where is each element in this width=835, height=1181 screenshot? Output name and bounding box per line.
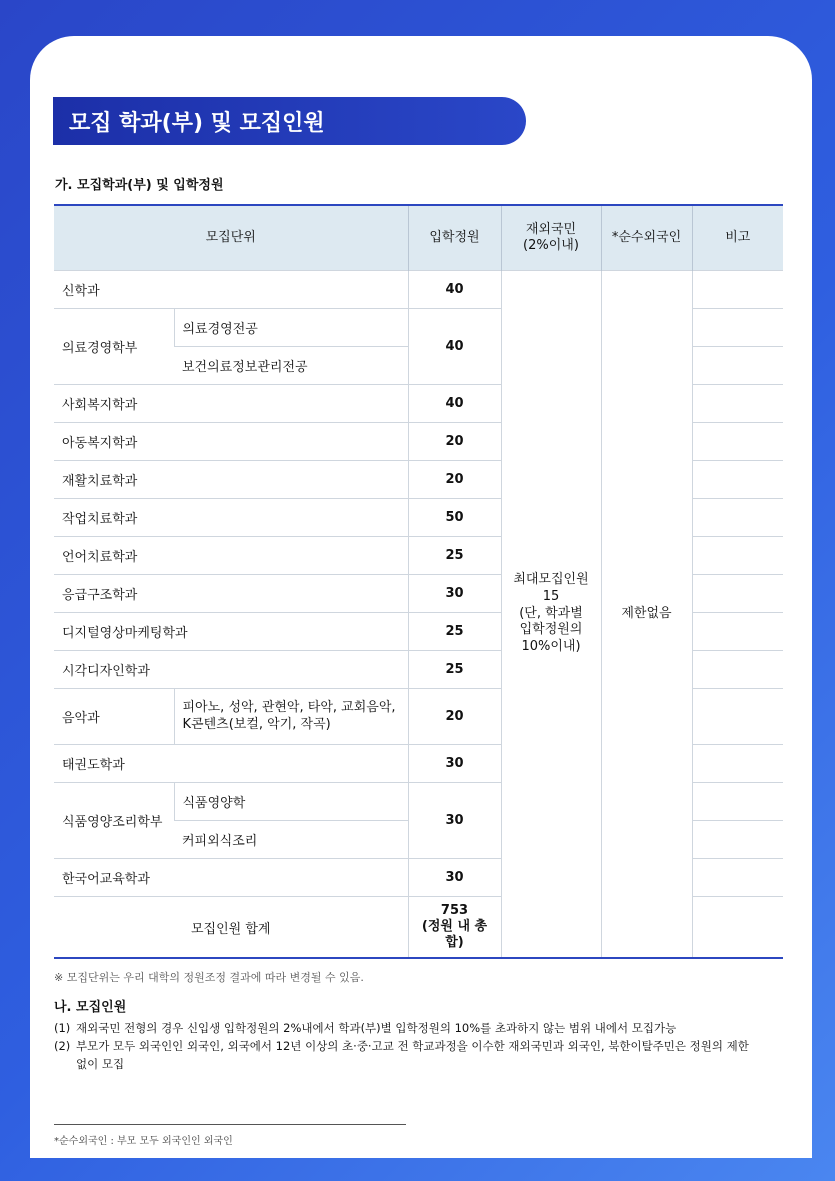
remark-cell: [692, 745, 783, 783]
unit-name: 아동복지학과: [54, 423, 408, 461]
remark-cell: [692, 499, 783, 537]
remark-cell: [692, 651, 783, 689]
quota-value: 20: [408, 689, 501, 745]
quota-value: 25: [408, 537, 501, 575]
remark-cell: [692, 897, 783, 959]
unit-name: 재활치료학과: [54, 461, 408, 499]
total-value-text: 753 (정원 내 총합): [421, 902, 488, 951]
unit-name: 응급구조학과: [54, 575, 408, 613]
unit-name: 신학과: [54, 271, 408, 309]
unit-sub: 커피외식조리: [174, 821, 408, 859]
recruit-rules-list: [54, 1020, 754, 1073]
unit-name: 사회복지학과: [54, 385, 408, 423]
table-row: [54, 271, 783, 309]
unit-name: 시각디자인학과: [54, 651, 408, 689]
remark-cell: [692, 271, 783, 309]
quota-value: 40: [408, 385, 501, 423]
quota-value: 40: [408, 271, 501, 309]
page-title: 모집 학과(부) 및 모집인원: [53, 97, 526, 145]
remark-cell: [692, 537, 783, 575]
quota-value: 30: [408, 745, 501, 783]
unit-name: 음악과: [54, 689, 174, 745]
header-overseas-text: 재외국민 (2%이내): [523, 221, 579, 253]
quota-value: 25: [408, 613, 501, 651]
unit-sub: 의료경영전공: [174, 309, 408, 347]
footnote: *순수외국인 : 부모 모두 외국인인 외국인: [54, 1136, 233, 1147]
remark-cell: [692, 783, 783, 821]
quota-value: 20: [408, 423, 501, 461]
recruitment-table: [54, 204, 783, 959]
header-foreign: *순수외국인: [601, 205, 692, 271]
footnote-divider: [54, 1124, 406, 1125]
total-label: 모집인원 합계: [54, 897, 408, 959]
quota-value: 20: [408, 461, 501, 499]
remark-cell: [692, 689, 783, 745]
unit-sub: [174, 689, 408, 745]
remark-cell: [692, 821, 783, 859]
header-unit: 모집단위: [54, 205, 408, 271]
unit-name: 식품영양조리학부: [54, 783, 174, 859]
unit-name: 언어치료학과: [54, 537, 408, 575]
unit-name: 태권도학과: [54, 745, 408, 783]
header-overseas: [501, 205, 601, 271]
overseas-limit: [501, 271, 601, 959]
unit-name: 의료경영학부: [54, 309, 174, 385]
remark-cell: [692, 575, 783, 613]
header-remark: 비고: [692, 205, 783, 271]
list-item: [54, 1038, 754, 1074]
quota-value: 30: [408, 783, 501, 859]
list-item: [54, 1020, 754, 1038]
remark-cell: [692, 423, 783, 461]
unit-name: 디지털영상마케팅학과: [54, 613, 408, 651]
foreign-limit: 제한없음: [601, 271, 692, 959]
unit-sub-text: 피아노, 성악, 관현악, 타악, 교회음악, K콘텐츠(보컬, 악기, 작곡): [182, 699, 396, 732]
list-item-text: 부모가 모두 외국인인 외국인, 외국에서 12년 이상의 초·중·고교 전 학교과정을 이수한 재외국민과 외국인, 북한이탈주민은 정원의 제한 없이 모집: [76, 1038, 749, 1071]
quota-value: 40: [408, 309, 501, 385]
section-a-heading: 가. 모집학과(부) 및 입학정원: [55, 178, 224, 193]
remark-cell: [692, 385, 783, 423]
remark-cell: [692, 613, 783, 651]
unit-sub: 식품영양학: [174, 783, 408, 821]
total-value: [408, 897, 501, 959]
remark-cell: [692, 309, 783, 347]
quota-value: 25: [408, 651, 501, 689]
unit-name: 한국어교육학과: [54, 859, 408, 897]
list-item-index: (1): [54, 1021, 71, 1035]
remark-cell: [692, 347, 783, 385]
section-b-heading: 나. 모집인원: [54, 1000, 127, 1015]
table-note: ※ 모집단위는 우리 대학의 정원조정 결과에 따라 변경될 수 있음.: [54, 971, 364, 984]
table-header-row: [54, 205, 783, 271]
unit-name: 작업치료학과: [54, 499, 408, 537]
unit-sub: 보건의료정보관리전공: [174, 347, 408, 385]
list-item-text: 재외국민 전형의 경우 신입생 입학정원의 2%내에서 학과(부)별 입학정원의 10%를 초과하지 않는 범위 내에서 모집가능: [76, 1021, 677, 1035]
header-quota: 입학정원: [408, 205, 501, 271]
overseas-limit-text: 최대모집인원 15 (단, 학과별 입학정원의 10%이내): [513, 571, 589, 655]
remark-cell: [692, 859, 783, 897]
remark-cell: [692, 461, 783, 499]
quota-value: 30: [408, 859, 501, 897]
quota-value: 50: [408, 499, 501, 537]
quota-value: 30: [408, 575, 501, 613]
list-item-index: (2): [54, 1038, 71, 1053]
